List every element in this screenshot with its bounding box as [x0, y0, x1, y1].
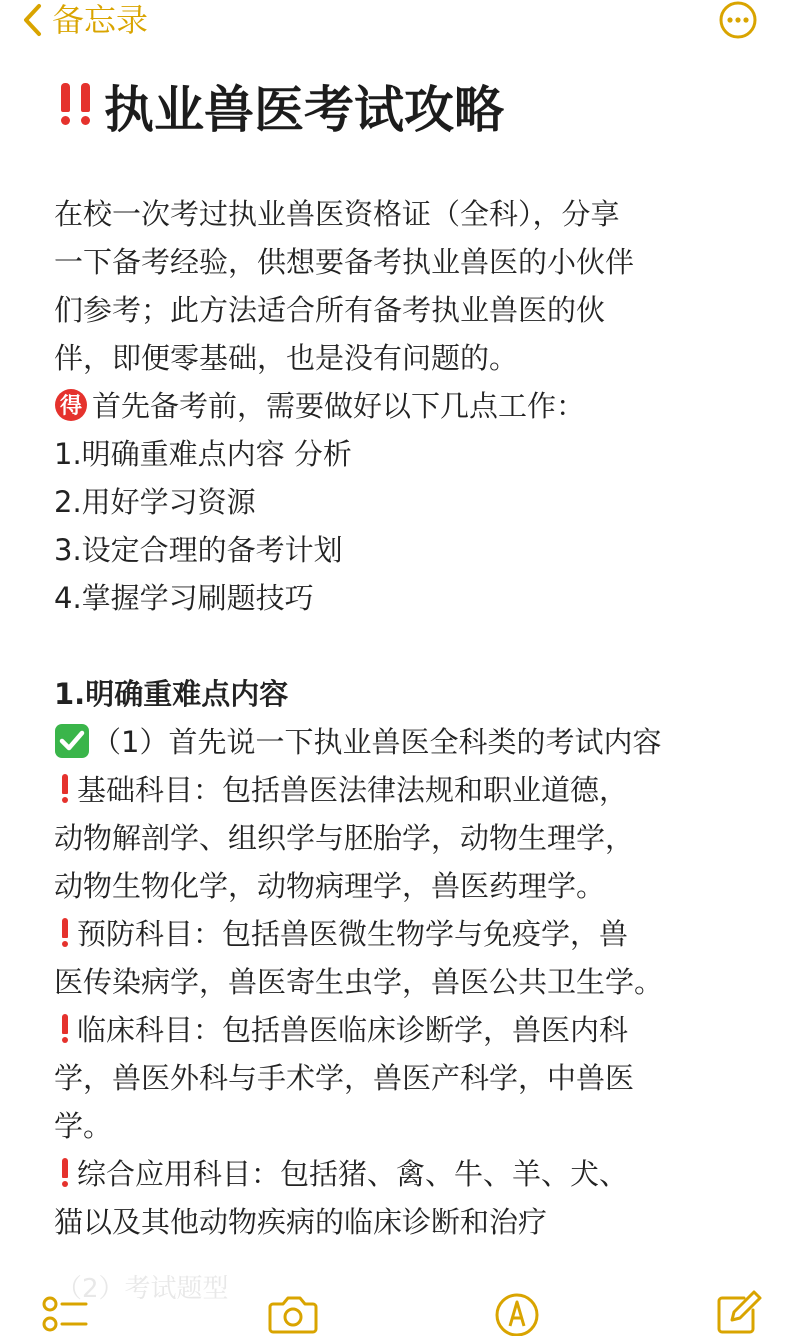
- back-label: 备忘录: [52, 1, 149, 39]
- note-title-text: 执业兽医考试攻略: [104, 81, 504, 139]
- navigation-bar: [0, 0, 800, 46]
- exclamation-icon: [60, 774, 70, 804]
- exclamation-icon: [60, 918, 70, 948]
- blank-line: [54, 622, 754, 670]
- subject-line: 猫以及其他动物疾病的临床诊断和治疗: [54, 1205, 548, 1239]
- check-line: [54, 718, 754, 766]
- camera-icon: [268, 1288, 318, 1336]
- subject-line: 预防科目：包括兽医微生物学与免疫学，兽: [54, 910, 754, 958]
- intro-line: 们参考；此方法适合所有备考执业兽医的伙: [54, 293, 606, 327]
- double-exclamation-icon: [56, 85, 96, 127]
- bottom-toolbar: [0, 1276, 800, 1336]
- markup-button[interactable]: [492, 1288, 542, 1336]
- prep-item: 2.用好学习资源: [54, 485, 256, 519]
- note-body[interactable]: [54, 190, 754, 1246]
- markup-pen-icon: [492, 1288, 542, 1336]
- subject-line: 学，兽医外科与手术学，兽医产科学，中兽医: [54, 1061, 635, 1095]
- note-title[interactable]: [56, 74, 504, 138]
- intro-line: 伴，即便零基础，也是没有问题的。: [54, 341, 519, 375]
- prep-item: 1.明确重难点内容 分析: [54, 437, 352, 471]
- exclamation-icon: [60, 1014, 70, 1044]
- subject-line: 临床科目：包括兽医临床诊断学，兽医内科: [54, 1006, 754, 1054]
- exclamation-icon: [60, 1158, 70, 1188]
- compose-icon: [714, 1288, 764, 1336]
- compose-button[interactable]: [714, 1288, 764, 1336]
- prep-item: 3.设定合理的备考计划: [54, 533, 343, 567]
- intro-line: 在校一次考过执业兽医资格证（全科），分享: [54, 197, 620, 231]
- camera-button[interactable]: [268, 1288, 318, 1336]
- subject-line: 动物解剖学、组织学与胚胎学，动物生理学，: [54, 821, 635, 855]
- prep-item: 4.掌握学习刷题技巧: [54, 581, 314, 615]
- back-button[interactable]: [20, 0, 148, 40]
- svg-text:得: 得: [59, 394, 83, 419]
- faded-next-line: （2）考试题型: [56, 1274, 229, 1304]
- check-line-text: （1）首先说一下执业兽医全科类的考试内容: [92, 725, 662, 759]
- subject-line: 医传染病学，兽医寄生虫学，兽医公共卫生学。: [54, 965, 664, 999]
- intro-line: 一下备考经验，供想要备考执业兽医的小伙伴: [54, 245, 635, 279]
- de-emoji-icon: [54, 388, 88, 422]
- prep-heading: 首先备考前，需要做好以下几点工作：: [92, 389, 586, 423]
- section-heading: 1.明确重难点内容: [54, 677, 289, 711]
- subject-line: 动物生物化学，动物病理学，兽医药理学。: [54, 869, 606, 903]
- check-mark-icon: [54, 723, 90, 759]
- checklist-icon: [40, 1288, 90, 1336]
- ellipsis-circle-icon: [718, 0, 758, 40]
- checklist-button[interactable]: [40, 1288, 90, 1336]
- more-button[interactable]: [718, 0, 758, 40]
- subject-line: 学。: [54, 1109, 113, 1143]
- subject-line: 综合应用科目：包括猪、禽、牛、羊、犬、: [54, 1150, 754, 1198]
- chevron-left-icon: [20, 3, 46, 37]
- subject-line: 基础科目：包括兽医法律法规和职业道德，: [54, 766, 754, 814]
- prep-heading-line: [54, 382, 754, 430]
